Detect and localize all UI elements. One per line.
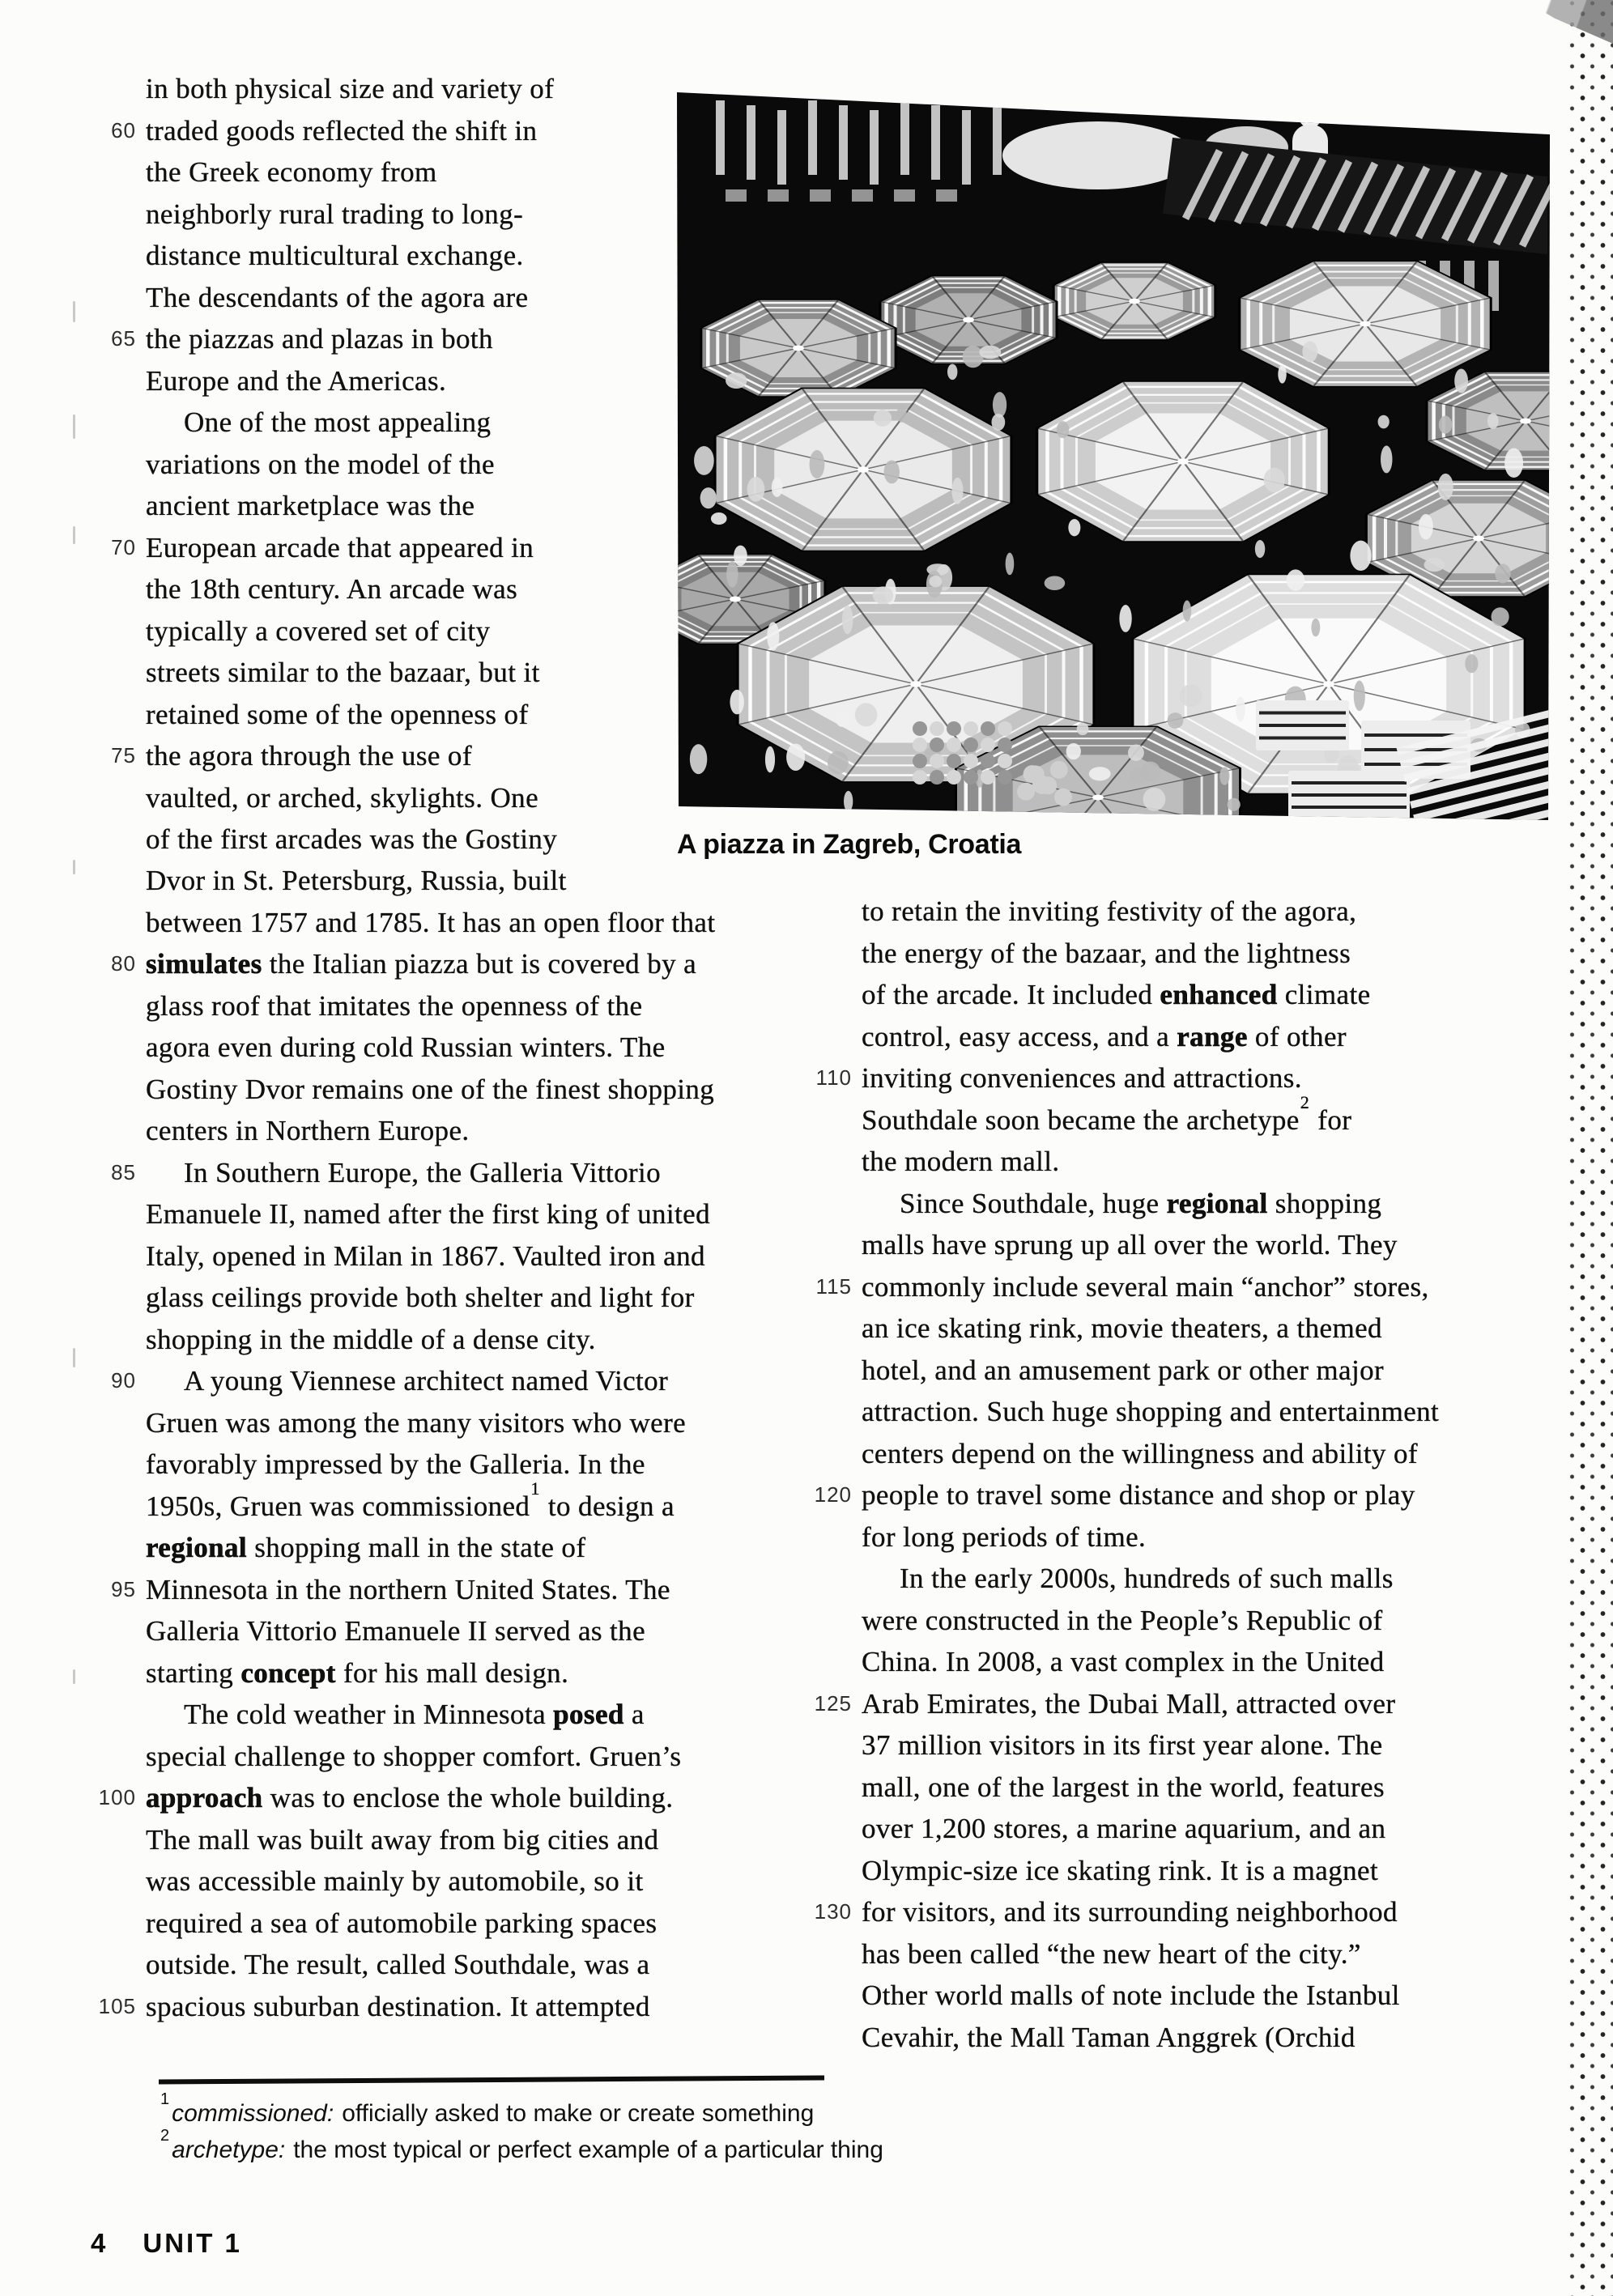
text-line-content: the agora through the use of — [146, 740, 472, 772]
text-line-content: Gruen was among the many visitors who were — [146, 1406, 687, 1439]
text-line-content: Arab Emirates, the Dubai Mall, attracted over — [862, 1687, 1396, 1720]
line-number: 70 — [111, 534, 136, 559]
text-line-content: traded goods reflected the shift in — [146, 114, 538, 147]
text-line-content: neighborly rural trading to long- — [146, 198, 524, 230]
text-line-content: Southdale soon became the archetype$^2$ for — [862, 1091, 1352, 1136]
text-line-content: Since Southdale, huge regional shopping — [900, 1187, 1382, 1219]
text-line-content: In Southern Europe, the Galleria Vittorio — [184, 1156, 662, 1188]
text-line-content: Europe and the Americas. — [146, 364, 447, 397]
text-line-content: streets similar to the bazaar, but it — [146, 657, 540, 688]
text-line-content: Gostiny Dvor remains one of the finest shopping — [146, 1073, 715, 1105]
line-number: 85 — [111, 1159, 136, 1184]
text-line-content: variations on the model of the — [146, 448, 495, 480]
scan-artifact — [73, 1348, 75, 1367]
text-line-content: the piazzas and plazas in both — [146, 323, 493, 355]
footnote-term: commissioned: — [172, 2100, 334, 2127]
footnote-definition: officially asked to make or create something — [342, 2100, 815, 2127]
footnote-2 — [160, 2127, 883, 2164]
text-line-content: over 1,200 stores, a marine aquarium, and an — [862, 1813, 1386, 1844]
text-line-content: glass ceilings provide both shelter and light for — [146, 1282, 695, 1313]
text-line-content: malls have sprung up all over the world. They — [862, 1229, 1398, 1261]
text-line-content: between 1757 and 1785. It has an open floor that — [146, 906, 716, 938]
page-number: 4 — [91, 2228, 106, 2258]
footnote-marker: 1 — [160, 2090, 170, 2108]
text-line-content: starting concept for his mall design. — [146, 1656, 569, 1689]
scan-artifact — [73, 415, 75, 439]
text-line-content: In the early 2000s, hundreds of such malls — [900, 1563, 1394, 1594]
text-line-content: was accessible mainly by automobile, so it — [146, 1865, 644, 1897]
text-line-content: centers in Northern Europe. — [146, 1115, 470, 1146]
page-footer — [91, 2228, 242, 2259]
text-line-content: spacious suburban destination. It attempted — [146, 1990, 650, 2022]
scan-artifact — [73, 860, 75, 874]
text-line-content: China. In 2008, a vast complex in the United — [862, 1646, 1385, 1677]
text-line-content: vaulted, or arched, skylights. One — [146, 781, 539, 814]
text-line-content: the modern mall. — [862, 1146, 1060, 1177]
text-line-content: were constructed in the People’s Republic of — [862, 1604, 1383, 1636]
line-number: 60 — [111, 117, 136, 142]
text-line-content: typically a covered set of city — [146, 614, 491, 647]
umbrella — [715, 388, 1011, 551]
text-line-content: for visitors, and its surrounding neighborhood — [862, 1896, 1398, 1928]
text-line-content: an ice skating rink, movie theaters, a themed — [862, 1312, 1382, 1344]
text-line-content: distance multicultural exchange. — [146, 240, 524, 271]
photo-caption: A piazza in Zagreb, Croatia — [677, 829, 1022, 860]
footnote-marker: 2 — [160, 2127, 170, 2145]
umbrella — [1037, 381, 1329, 542]
text-line-content: regional shopping mall in the state of — [146, 1532, 586, 1563]
piazza-photo-image — [677, 81, 1550, 822]
page-corner-shadow — [1516, 0, 1613, 44]
scan-artifact — [73, 301, 75, 322]
footnote-rule — [159, 2075, 824, 2084]
text-line-content: ancient marketplace was the — [146, 490, 475, 521]
text-line-content: simulates the Italian piazza but is covered by a — [146, 948, 697, 980]
text-line-content: A young Viennese architect named Victor — [184, 1365, 669, 1397]
text-line-content: mall, one of the largest in the world, features — [862, 1771, 1385, 1803]
scan-artifact — [73, 1669, 75, 1684]
scan-artifact — [73, 526, 75, 544]
text-line-content: 1950s, Gruen was commissioned$^1$ to design a — [146, 1478, 675, 1522]
text-line-content: One of the most appealing — [184, 406, 492, 438]
line-number: 130 — [814, 1899, 852, 1924]
text-line-content: people to travel some distance and shop or play — [862, 1479, 1415, 1511]
footnote-definition: the most typical or perfect example of a particular thing — [293, 2137, 883, 2163]
text-line-content: agora even during cold Russian winters. The — [146, 1031, 666, 1063]
text-line-content: the energy of the bazaar, and the lightness — [862, 937, 1351, 969]
footnote-term: archetype: — [172, 2137, 286, 2163]
text-line-content: centers depend on the willingness and ability of — [862, 1437, 1418, 1469]
text-line-content: glass roof that imitates the openness of the — [146, 989, 643, 1022]
line-number: 115 — [815, 1273, 852, 1299]
piazza-photo — [677, 81, 1550, 822]
text-line-content: the 18th century. An arcade was — [146, 573, 518, 605]
line-number: 120 — [814, 1482, 852, 1507]
text-line-content: Dvor in St. Petersburg, Russia, built — [146, 865, 567, 896]
text-line-content: to retain the inviting festivity of the agora, — [862, 895, 1357, 927]
text-line-content: hotel, and an amusement park or other major — [862, 1354, 1385, 1386]
line-number: 105 — [98, 1993, 136, 2018]
text-line-content: favorably impressed by the Galleria. In the — [146, 1448, 645, 1480]
text-line-content: Minnesota in the northern United States. The — [146, 1573, 670, 1605]
text-line-content: of the arcade. It included enhanced climate — [862, 979, 1371, 1010]
text-line-content: retained some of the openness of — [146, 698, 529, 730]
text-line-content: has been called “the new heart of the city.” — [862, 1937, 1361, 1970]
page-edge-halftone-dots — [1568, 0, 1613, 2296]
text-line-content: Olympic-size ice skating rink. It is a magnet — [862, 1854, 1379, 1886]
text-line-content: required a sea of automobile parking spaces — [146, 1907, 658, 1939]
text-line-content: Italy, opened in Milan in 1867. Vaulted iron and — [146, 1239, 705, 1272]
text-line-content: inviting conveniences and attractions. — [862, 1062, 1302, 1094]
line-number: 125 — [814, 1690, 852, 1716]
text-line-content: attraction. Such huge shopping and entertainment — [862, 1396, 1440, 1427]
line-number: 90 — [111, 1368, 136, 1392]
text-line-content: The mall was built away from big cities and — [146, 1823, 659, 1856]
text-line-content: special challenge to shopper comfort. Gruen’s — [146, 1740, 682, 1772]
unit-label: UNIT 1 — [143, 2228, 242, 2258]
line-number: 75 — [111, 743, 136, 767]
text-line-content: Emanuele II, named after the first king of united — [146, 1198, 710, 1230]
text-line-content: shopping in the middle of a dense city. — [146, 1323, 596, 1355]
line-number: 110 — [815, 1065, 852, 1090]
text-line-content: European arcade that appeared in — [146, 531, 534, 563]
text-line-content: commonly include several main “anchor” stores, — [862, 1270, 1429, 1303]
text-line-content: approach was to enclose the whole building. — [146, 1782, 674, 1813]
text-line-content: of the first arcades was the Gostiny — [146, 823, 558, 855]
text-line-content: 37 million visitors in its first year alone. The — [862, 1729, 1383, 1761]
text-line-content: control, easy access, and a range of other — [862, 1020, 1347, 1052]
umbrella — [1240, 261, 1491, 386]
line-number: 80 — [111, 951, 136, 976]
text-line-content: outside. The result, called Southdale, was a — [146, 1949, 650, 1980]
text-line-content: The cold weather in Minnesota posed a — [184, 1699, 645, 1730]
umbrella — [1053, 262, 1215, 340]
text-line-content: the Greek economy from — [146, 156, 437, 188]
text-line-content: Other world malls of note include the Istanbul — [862, 1979, 1400, 2011]
footnote-1 — [160, 2090, 815, 2128]
line-number: 65 — [111, 326, 136, 351]
text-line-content: Cevahir, the Mall Taman Anggrek (Orchid — [862, 2021, 1356, 2053]
text-line-content: in both physical size and variety of — [146, 73, 555, 104]
text-line-content: The descendants of the agora are — [146, 281, 529, 313]
line-number: 100 — [98, 1785, 136, 1809]
text-line-content: for long periods of time. — [862, 1520, 1147, 1553]
text-line-content: Galleria Vittorio Emanuele II served as the — [146, 1615, 646, 1647]
line-number: 95 — [111, 1576, 136, 1601]
